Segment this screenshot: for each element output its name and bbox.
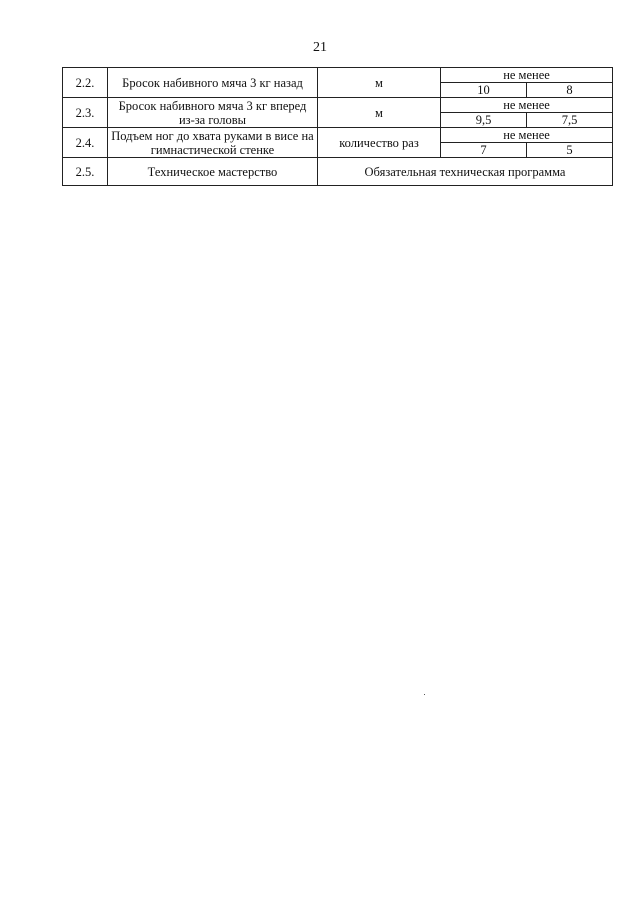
value-female: 7,5: [527, 113, 613, 128]
value-male: 10: [441, 83, 527, 98]
unit: количество раз: [318, 128, 441, 158]
value-male: 7: [441, 143, 527, 158]
row-number: 2.2.: [63, 68, 108, 98]
unit: м: [318, 98, 441, 128]
value-male: 9,5: [441, 113, 527, 128]
standards-table: [62, 67, 613, 186]
condition-label: не менее: [441, 68, 613, 83]
row-number: 2.4.: [63, 128, 108, 158]
condition-label: не менее: [441, 128, 613, 143]
scan-speck: [424, 694, 425, 695]
value-female: 5: [527, 143, 613, 158]
value-female: 8: [527, 83, 613, 98]
technical-program-cell: Обязательная техническая программа: [318, 158, 613, 186]
page-number: 21: [313, 40, 327, 55]
row-number: 2.3.: [63, 98, 108, 128]
exercise-name: Подъем ног до хвата руками в висе на гимнастической стенке: [108, 128, 318, 158]
exercise-name: Бросок набивного мяча 3 кг вперед из-за головы: [108, 98, 318, 128]
row-number: 2.5.: [63, 158, 108, 186]
unit: м: [318, 68, 441, 98]
exercise-name: Техническое мастерство: [108, 158, 318, 186]
condition-label: не менее: [441, 98, 613, 113]
exercise-name: Бросок набивного мяча 3 кг назад: [108, 68, 318, 98]
